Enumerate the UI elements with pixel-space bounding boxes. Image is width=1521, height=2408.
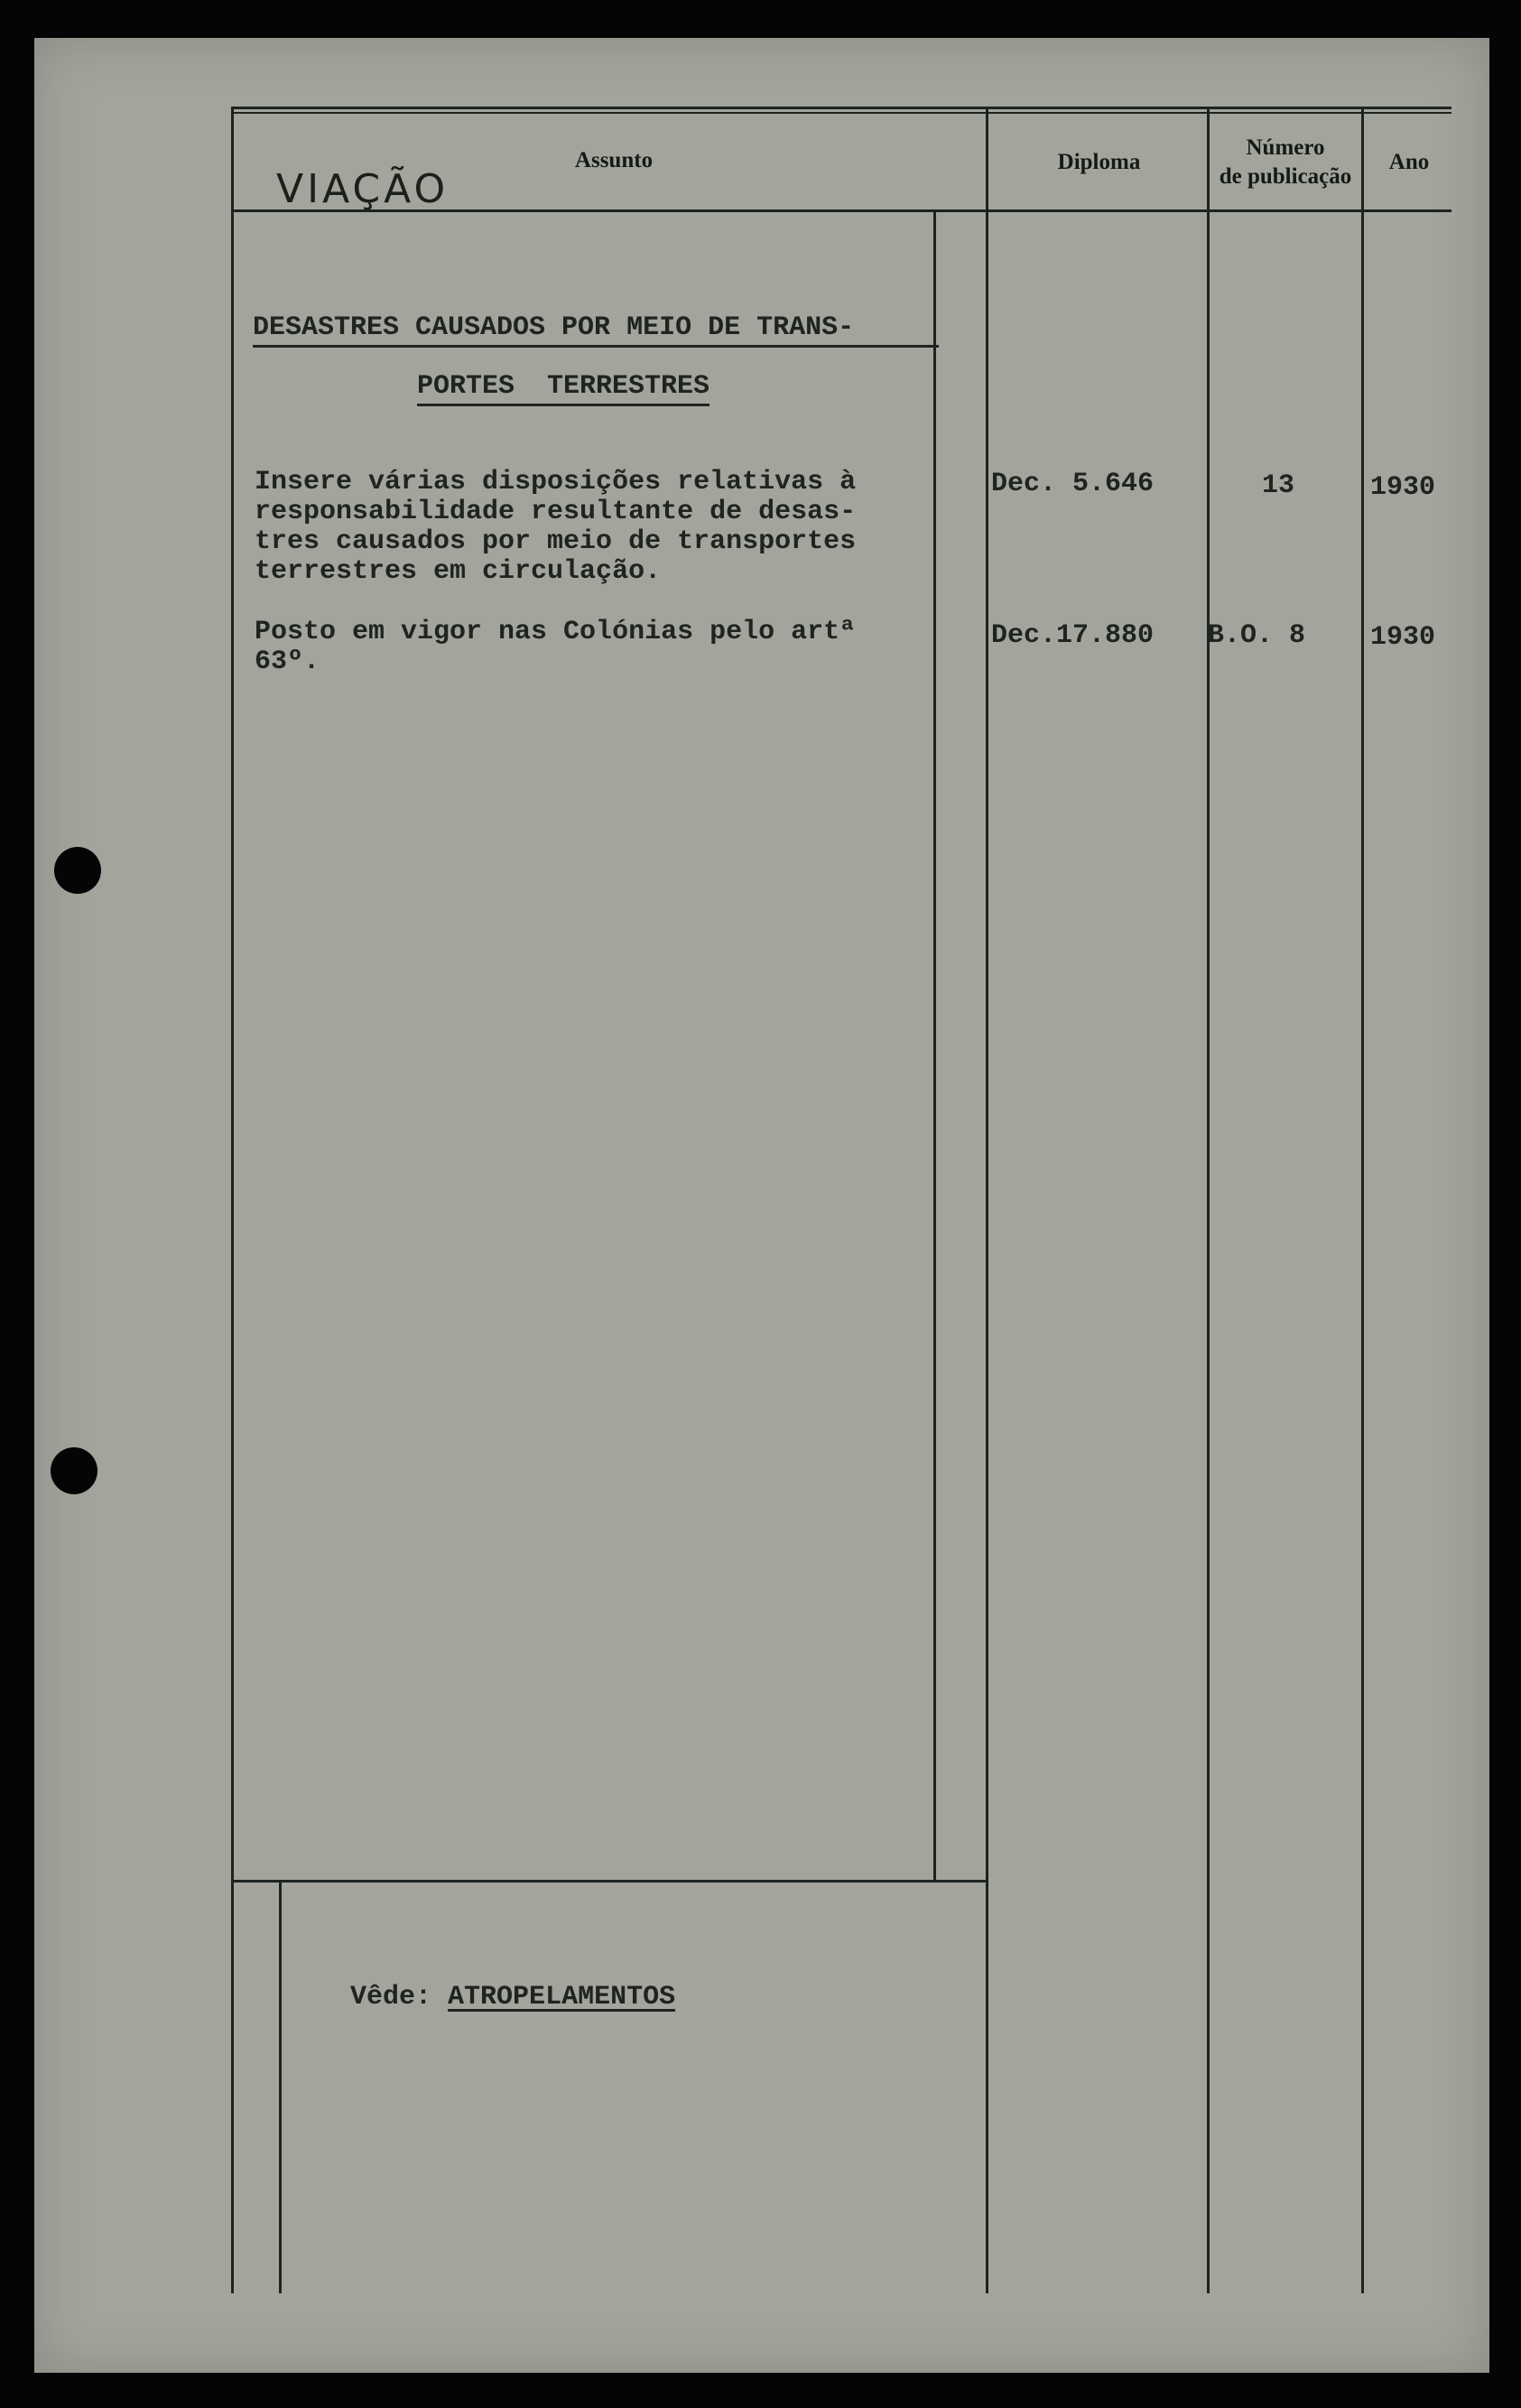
section-title-line1: DESASTRES CAUSADOS POR MEIO DE TRANS- — [253, 313, 939, 348]
punch-hole — [51, 1447, 97, 1494]
see-also-reference: ATROPELAMENTOS — [448, 1982, 676, 2013]
entry-subject-line: tres causados por meio de transportes — [255, 526, 857, 557]
punch-hole — [54, 847, 101, 894]
diploma-column-line — [986, 107, 988, 2293]
header-number-line2: de publicação — [1219, 164, 1352, 189]
entry-subject-line: Posto em vigor nas Colónias pelo artª — [255, 617, 857, 647]
subject-margin-line — [933, 209, 936, 1882]
see-also — [318, 1953, 675, 2013]
top-rule-inner — [231, 112, 1451, 114]
see-also-margin-line — [279, 1880, 282, 2293]
entry-subject-line: 63º. — [255, 646, 320, 677]
category-handwritten: VIAÇÃO — [276, 166, 450, 212]
see-also-label: Vêde: — [350, 1982, 432, 2013]
header-number-line1: Número — [1246, 135, 1325, 160]
section-title-line2: PORTES TERRESTRES — [417, 372, 709, 406]
entry-subject-line: Insere várias disposições relativas à — [255, 467, 857, 497]
entry-number: 13 — [1262, 470, 1295, 501]
year-column-line — [1361, 107, 1364, 2293]
subject-bottom-rule — [231, 1880, 986, 1883]
left-border — [231, 107, 234, 2293]
entry-year: 1930 — [1370, 622, 1436, 653]
header-subject: Assunto — [574, 148, 654, 172]
entry-diploma: Dec.17.880 — [991, 620, 1155, 651]
entry-diploma: Dec. 5.646 — [991, 469, 1155, 499]
number-column-line — [1207, 107, 1210, 2293]
top-rule — [231, 107, 1451, 109]
entry-year: 1930 — [1370, 472, 1436, 503]
header-diploma: Diploma — [1057, 150, 1141, 174]
entry-number: B.O. 8 — [1208, 620, 1306, 651]
entry-subject-line: terrestres em circulação. — [255, 556, 662, 587]
entry-subject-line: responsabilidade resultante de desas- — [255, 497, 857, 527]
header-year: Ano — [1388, 150, 1430, 174]
index-card — [34, 38, 1489, 2373]
